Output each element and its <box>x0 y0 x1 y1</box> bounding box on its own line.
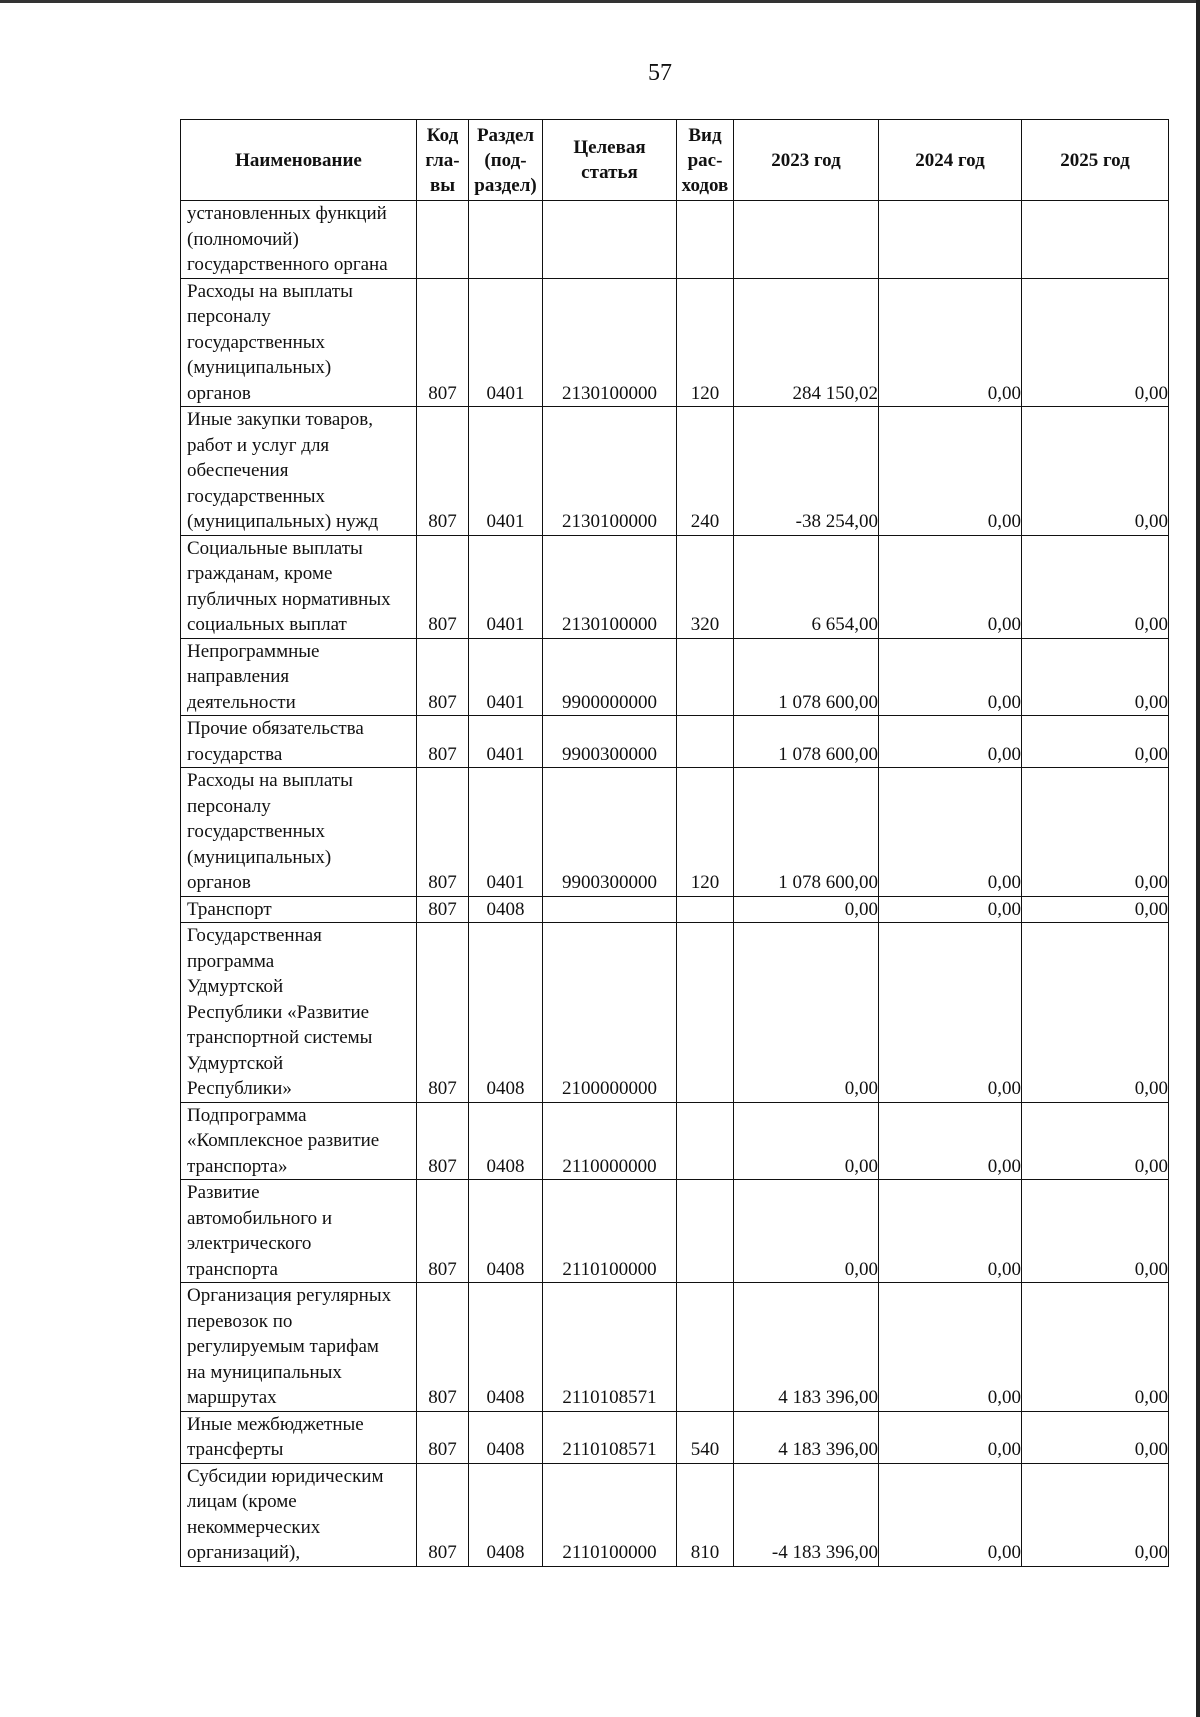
table-row <box>181 1463 1169 1566</box>
table-row <box>181 278 1169 407</box>
cell-name-line: Организация регулярных <box>187 1285 392 1306</box>
cell-amount-2024: 0,00 <box>879 1463 1022 1566</box>
table-row <box>181 1283 1169 1412</box>
cell-name <box>181 201 417 279</box>
cell-section: 0401 <box>469 638 543 716</box>
cell-head-code: 807 <box>417 1180 469 1283</box>
table-row <box>181 1102 1169 1180</box>
header-2025: 2025 год <box>1022 120 1169 201</box>
cell-expense-type: 120 <box>677 278 734 407</box>
cell-expense-type <box>677 1102 734 1180</box>
cell-target-article: 2130100000 <box>543 278 677 407</box>
table-row <box>181 407 1169 536</box>
cell-amount-2025 <box>1022 201 1169 279</box>
cell-amount-2023: 0,00 <box>734 1102 879 1180</box>
cell-expense-type: 240 <box>677 407 734 536</box>
cell-name-line: Прочие обязательства <box>187 718 364 739</box>
cell-expense-type: 320 <box>677 535 734 638</box>
cell-name-line: персоналу <box>187 795 271 817</box>
cell-name-line: Удмуртской <box>187 1052 284 1074</box>
cell-name-line: перевозок по <box>187 1310 293 1332</box>
cell-name-line: транспортной системы <box>187 1027 373 1048</box>
header-section-line: раздел) <box>474 174 537 196</box>
header-head-code-line: Код <box>426 124 459 146</box>
cell-name-line: деятельности <box>187 691 296 713</box>
cell-name-line: некоммерческих <box>187 1516 321 1538</box>
cell-expense-type: 540 <box>677 1411 734 1463</box>
cell-name-line: Субсидии юридическим <box>187 1465 384 1487</box>
cell-name <box>181 768 417 897</box>
cell-target-article: 9900300000 <box>543 716 677 768</box>
cell-amount-2023: 4 183 396,00 <box>734 1283 879 1412</box>
cell-section: 0408 <box>469 896 543 923</box>
cell-amount-2025: 0,00 <box>1022 768 1169 897</box>
cell-name <box>181 923 417 1103</box>
header-section-line: (под- <box>484 149 527 171</box>
cell-amount-2023: 1 078 600,00 <box>734 768 879 897</box>
cell-amount-2025: 0,00 <box>1022 1411 1169 1463</box>
scan-edge-right <box>1196 0 1200 1717</box>
table-header-row <box>181 120 1169 201</box>
cell-name-line: Иные межбюджетные <box>187 1413 364 1435</box>
cell-head-code <box>417 201 469 279</box>
cell-name-line: Удмуртской <box>187 976 284 997</box>
table-row <box>181 768 1169 897</box>
table-row <box>181 716 1169 768</box>
cell-head-code: 807 <box>417 716 469 768</box>
cell-amount-2024: 0,00 <box>879 923 1022 1103</box>
cell-name-line: Транспорт <box>187 898 272 920</box>
cell-head-code: 807 <box>417 638 469 716</box>
cell-section: 0408 <box>469 1283 543 1412</box>
table-row <box>181 896 1169 923</box>
cell-head-code: 807 <box>417 407 469 536</box>
cell-amount-2023: 0,00 <box>734 1180 879 1283</box>
header-expense-type <box>677 120 734 201</box>
header-2024: 2024 год <box>879 120 1022 201</box>
cell-name <box>181 535 417 638</box>
header-expense-type-line: ходов <box>681 174 729 196</box>
cell-expense-type <box>677 923 734 1103</box>
cell-amount-2024: 0,00 <box>879 1180 1022 1283</box>
cell-name <box>181 1411 417 1463</box>
table-row <box>181 535 1169 638</box>
cell-name <box>181 896 417 923</box>
cell-amount-2025: 0,00 <box>1022 407 1169 536</box>
cell-amount-2025: 0,00 <box>1022 535 1169 638</box>
cell-name-line: государственных <box>187 821 326 842</box>
cell-amount-2025: 0,00 <box>1022 923 1169 1103</box>
header-head-code-line: гла- <box>425 149 460 171</box>
cell-section: 0408 <box>469 1180 543 1283</box>
cell-name-line: Республики «Развитие <box>187 1001 370 1023</box>
cell-name-line: обеспечения <box>187 460 289 481</box>
cell-amount-2023: 1 078 600,00 <box>734 716 879 768</box>
cell-head-code: 807 <box>417 535 469 638</box>
budget-table <box>180 119 1169 1567</box>
cell-amount-2025: 0,00 <box>1022 896 1169 923</box>
cell-target-article: 2100000000 <box>543 923 677 1103</box>
cell-name-line: органов <box>187 382 251 404</box>
cell-name-line: автомобильного и <box>187 1207 333 1229</box>
cell-amount-2025: 0,00 <box>1022 278 1169 407</box>
cell-target-article: 2130100000 <box>543 407 677 536</box>
cell-name-line: транспорта» <box>187 1155 288 1177</box>
cell-name-line: гражданам, кроме <box>187 563 333 584</box>
cell-amount-2023: -38 254,00 <box>734 407 879 536</box>
cell-head-code: 807 <box>417 1411 469 1463</box>
cell-section <box>469 201 543 279</box>
cell-name-line: лицам (кроме <box>187 1491 297 1512</box>
cell-expense-type <box>677 896 734 923</box>
cell-head-code: 807 <box>417 278 469 407</box>
cell-amount-2025: 0,00 <box>1022 1102 1169 1180</box>
cell-name-line: установленных функций <box>187 203 387 224</box>
cell-amount-2024: 0,00 <box>879 278 1022 407</box>
cell-amount-2024: 0,00 <box>879 768 1022 897</box>
cell-section: 0408 <box>469 1463 543 1566</box>
cell-name-line: Подпрограмма <box>187 1104 307 1126</box>
cell-section: 0401 <box>469 278 543 407</box>
cell-target-article: 2130100000 <box>543 535 677 638</box>
cell-expense-type <box>677 1283 734 1412</box>
cell-target-article: 9900000000 <box>543 638 677 716</box>
header-section <box>469 120 543 201</box>
cell-name-line: персоналу <box>187 306 271 327</box>
header-section-line: Раздел <box>476 124 535 146</box>
cell-name-line: Непрограммные <box>187 640 320 662</box>
header-expense-type-line: рас- <box>687 149 723 171</box>
cell-name-line: государственного органа <box>187 254 388 275</box>
cell-section: 0401 <box>469 535 543 638</box>
cell-amount-2025: 0,00 <box>1022 1283 1169 1412</box>
cell-amount-2023: 4 183 396,00 <box>734 1411 879 1463</box>
header-head-code <box>417 120 469 201</box>
cell-head-code: 807 <box>417 923 469 1103</box>
cell-name-line: Развитие <box>187 1182 260 1203</box>
header-target <box>543 120 677 201</box>
cell-expense-type <box>677 201 734 279</box>
cell-name <box>181 1283 417 1412</box>
cell-name <box>181 407 417 536</box>
table-body <box>181 201 1169 1567</box>
cell-name-line: регулируемым тарифам <box>187 1336 379 1357</box>
cell-name-line: Расходы на выплаты <box>187 770 353 791</box>
cell-name-line: Социальные выплаты <box>187 537 363 559</box>
cell-amount-2024: 0,00 <box>879 1411 1022 1463</box>
cell-section: 0408 <box>469 1102 543 1180</box>
cell-name-line: Государственная <box>187 925 322 946</box>
cell-name-line: «Комплексное развитие <box>187 1130 380 1151</box>
cell-expense-type: 810 <box>677 1463 734 1566</box>
table-row <box>181 1411 1169 1463</box>
header-2023: 2023 год <box>734 120 879 201</box>
cell-amount-2024: 0,00 <box>879 638 1022 716</box>
cell-expense-type <box>677 638 734 716</box>
cell-name-line: (муниципальных) <box>187 357 332 378</box>
cell-name <box>181 638 417 716</box>
cell-amount-2023: 6 654,00 <box>734 535 879 638</box>
cell-head-code: 807 <box>417 1283 469 1412</box>
header-expense-type-line: Вид <box>688 124 722 146</box>
cell-amount-2024 <box>879 201 1022 279</box>
cell-name-line: направления <box>187 666 290 687</box>
cell-name-line: организаций), <box>187 1542 301 1563</box>
cell-head-code: 807 <box>417 1102 469 1180</box>
page-number: 57 <box>648 60 672 86</box>
cell-name-line: Иные закупки товаров, <box>187 409 373 430</box>
cell-amount-2023: 0,00 <box>734 896 879 923</box>
cell-amount-2024: 0,00 <box>879 535 1022 638</box>
cell-section: 0408 <box>469 1411 543 1463</box>
cell-name-line: транспорта <box>187 1258 278 1280</box>
cell-amount-2024: 0,00 <box>879 896 1022 923</box>
table-row <box>181 1180 1169 1283</box>
cell-expense-type: 120 <box>677 768 734 897</box>
cell-amount-2025: 0,00 <box>1022 1180 1169 1283</box>
cell-name-line: государственных <box>187 331 326 353</box>
cell-name <box>181 1180 417 1283</box>
cell-name-line: трансферты <box>187 1439 284 1460</box>
cell-expense-type <box>677 1180 734 1283</box>
cell-head-code: 807 <box>417 768 469 897</box>
cell-name-line: государственных <box>187 485 326 507</box>
cell-amount-2023: 284 150,02 <box>734 278 879 407</box>
header-target-line: статья <box>581 162 638 183</box>
cell-section: 0401 <box>469 768 543 897</box>
cell-name <box>181 1463 417 1566</box>
cell-head-code: 807 <box>417 896 469 923</box>
header-head-code-line: вы <box>429 174 456 196</box>
cell-target-article: 2110108571 <box>543 1283 677 1412</box>
cell-name-line: (муниципальных) нужд <box>187 511 379 532</box>
cell-amount-2025: 0,00 <box>1022 716 1169 768</box>
cell-target-article: 2110108571 <box>543 1411 677 1463</box>
cell-name-line: (муниципальных) <box>187 846 332 868</box>
cell-head-code: 807 <box>417 1463 469 1566</box>
cell-amount-2025: 0,00 <box>1022 1463 1169 1566</box>
cell-target-article: 2110000000 <box>543 1102 677 1180</box>
cell-name-line: на муниципальных <box>187 1361 342 1383</box>
table-row <box>181 201 1169 279</box>
cell-name <box>181 278 417 407</box>
cell-section: 0408 <box>469 923 543 1103</box>
cell-target-article: 2110100000 <box>543 1180 677 1283</box>
cell-name-line: маршрутах <box>187 1387 277 1408</box>
cell-name <box>181 716 417 768</box>
cell-target-article: 2110100000 <box>543 1463 677 1566</box>
header-name: Наименование <box>181 120 417 201</box>
cell-name-line: Республики» <box>187 1078 292 1099</box>
cell-name-line: (полномочий) <box>187 228 299 250</box>
cell-expense-type <box>677 716 734 768</box>
cell-section: 0401 <box>469 407 543 536</box>
cell-amount-2024: 0,00 <box>879 1102 1022 1180</box>
scan-edge-top <box>0 0 1200 3</box>
cell-target-article: 9900300000 <box>543 768 677 897</box>
cell-name-line: работ и услуг для <box>187 434 330 456</box>
cell-name-line: публичных нормативных <box>187 588 391 610</box>
table-row <box>181 638 1169 716</box>
header-target-line: Целевая <box>573 137 646 158</box>
cell-name <box>181 1102 417 1180</box>
cell-amount-2023: 0,00 <box>734 923 879 1103</box>
cell-amount-2023 <box>734 201 879 279</box>
cell-amount-2024: 0,00 <box>879 407 1022 536</box>
cell-name-line: программа <box>187 950 275 972</box>
cell-name-line: органов <box>187 872 251 893</box>
cell-section: 0401 <box>469 716 543 768</box>
cell-name-line: государства <box>187 743 283 765</box>
cell-name-line: электрического <box>187 1233 312 1254</box>
cell-amount-2024: 0,00 <box>879 1283 1022 1412</box>
cell-name-line: Расходы на выплаты <box>187 280 353 302</box>
cell-name-line: социальных выплат <box>187 614 347 635</box>
cell-target-article <box>543 896 677 923</box>
cell-amount-2025: 0,00 <box>1022 638 1169 716</box>
table-row <box>181 923 1169 1103</box>
cell-amount-2024: 0,00 <box>879 716 1022 768</box>
cell-target-article <box>543 201 677 279</box>
cell-amount-2023: -4 183 396,00 <box>734 1463 879 1566</box>
cell-amount-2023: 1 078 600,00 <box>734 638 879 716</box>
